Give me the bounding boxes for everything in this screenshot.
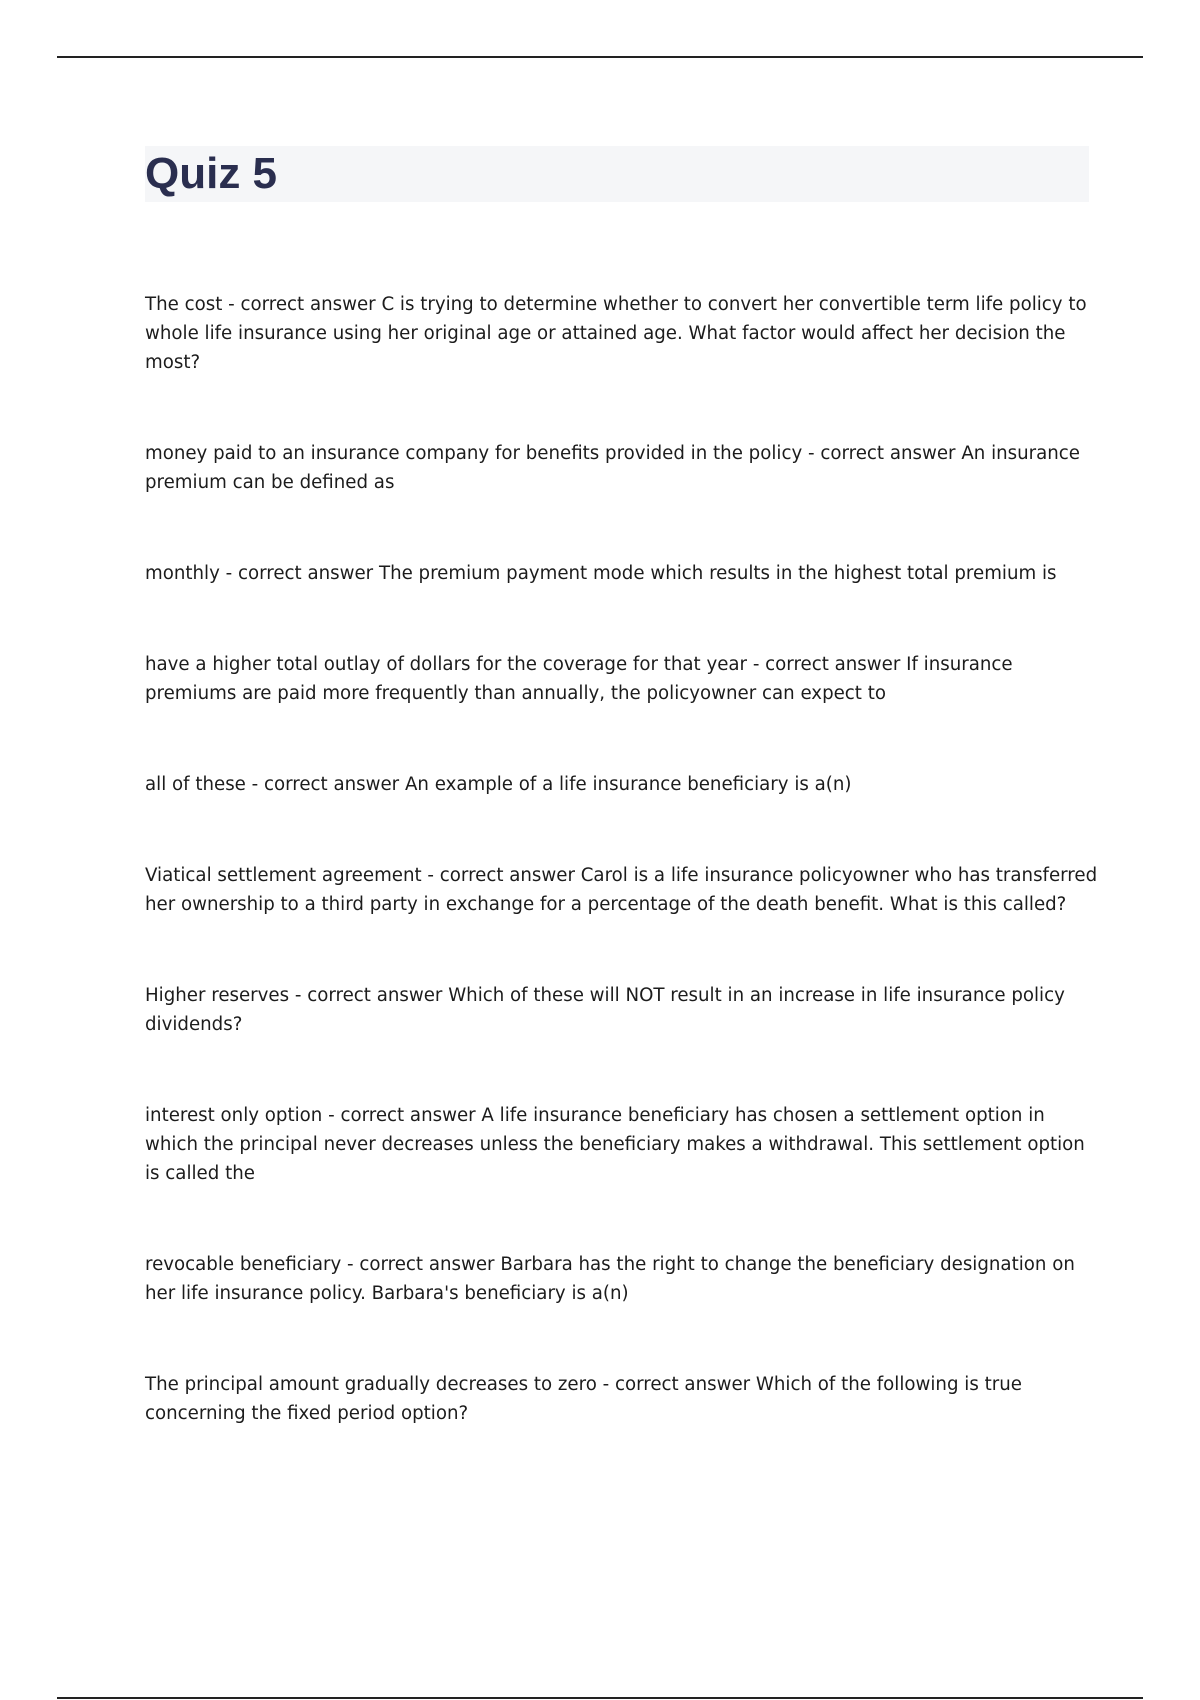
qa-item [145,1370,1100,1428]
qa-item [145,861,1100,919]
qa-question: An example of a life insurance beneficiary is a(n) [404,774,852,795]
qa-marker: correct answer [439,865,575,886]
qa-item [145,650,1100,708]
qa-question: Barbara has the right to change the beneficiary designation on her life insurance policy. Barbara's beneficiary is a(n) [145,1254,1075,1304]
qa-answer: The cost [145,294,223,315]
qa-question: C is trying to determine whether to convert her convertible term life policy to whole life insurance using her original age or attained age. What factor would affect her decision the most? [145,294,1087,373]
qa-item [145,1250,1100,1308]
qa-question: Carol is a life insurance policyowner who has transferred her ownership to a third party in exchange for a percentage of the death benefit. What is this called? [145,865,1098,915]
qa-separator [747,654,765,675]
qa-question: Which of these will NOT result in an increase in life insurance policy dividends? [145,985,1065,1035]
qa-marker: correct answer [820,443,956,464]
qa-answer: monthly [145,563,220,584]
qa-marker: correct answer [240,294,376,315]
qa-answer: have a higher total outlay of dollars for the coverage for that year [145,654,748,675]
qa-answer: Higher reserves [145,985,290,1006]
qa-separator [246,774,264,795]
qa-item [145,559,1100,588]
qa-separator [422,865,440,886]
title-band [145,146,1089,202]
top-divider [57,56,1143,58]
qa-question: Which of the following is true concerning the fixed period option? [145,1374,1022,1424]
qa-item [145,770,1100,799]
qa-marker: correct answer [307,985,443,1006]
qa-separator [289,985,307,1006]
qa-separator [597,1374,615,1395]
qa-question: An insurance premium can be defined as [145,443,1080,493]
qa-item [145,439,1100,497]
qa-answer: revocable beneficiary [145,1254,342,1275]
qa-answer: The principal amount gradually decreases to zero [145,1374,597,1395]
qa-marker: correct answer [765,654,901,675]
bottom-divider [57,1697,1143,1699]
qa-marker: correct answer [238,563,374,584]
qa-item [145,290,1100,377]
qa-item [145,1101,1100,1188]
qa-answer: Viatical settlement agreement [145,865,422,886]
qa-marker: correct answer [359,1254,495,1275]
qa-list [145,290,1100,1490]
qa-marker: correct answer [264,774,400,795]
qa-question: A life insurance beneficiary has chosen a settlement option in which the principal never decreases unless the beneficiary makes a withdrawal. This settlement option is called the [145,1105,1085,1184]
qa-separator [220,563,238,584]
qa-question: The premium payment mode which results in the highest total premium is [378,563,1057,584]
qa-marker: correct answer [614,1374,751,1395]
qa-item [145,981,1100,1039]
qa-marker: correct answer [340,1105,476,1126]
qa-answer: interest only option [145,1105,323,1126]
qa-separator [322,1105,340,1126]
page-title: Quiz 5 [145,149,278,198]
qa-separator [341,1254,359,1275]
qa-answer: all of these [145,774,246,795]
qa-question: If insurance premiums are paid more frequently than annually, the policyowner can expect to [145,654,1013,704]
qa-separator [222,294,240,315]
qa-answer: money paid to an insurance company for benefits provided in the policy [145,443,803,464]
qa-separator [802,443,820,464]
